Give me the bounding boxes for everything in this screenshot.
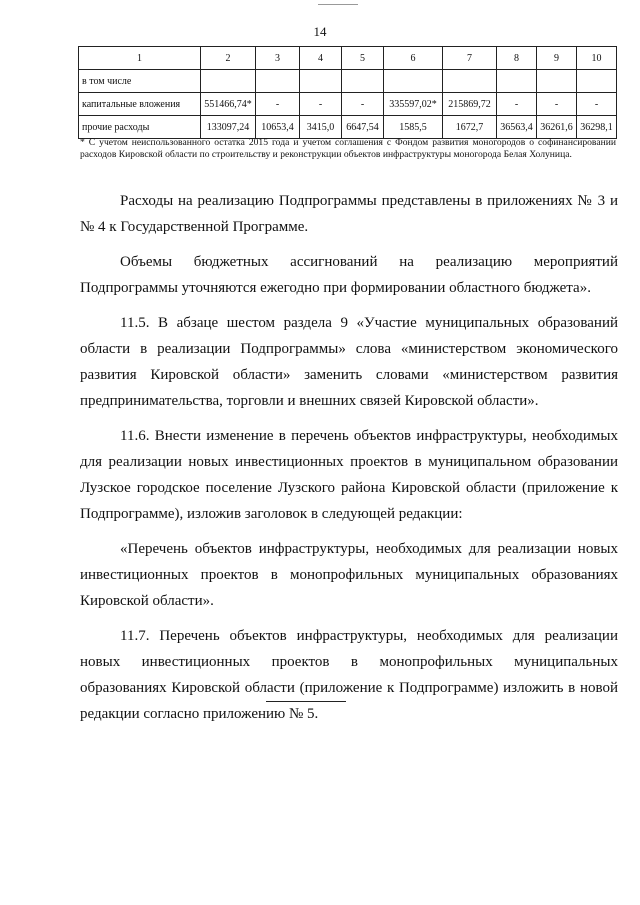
value-cell [300,70,342,93]
row-label-cell: капитальные вложения [79,93,201,116]
table-row [79,70,617,93]
paragraph: Объемы бюджетных ассигнований на реализацию мероприятий Подпрограммы уточняются ежегодно при формировании областного бюджета». [80,254,618,296]
value-cell: - [577,93,617,116]
value-cell: 5 [342,47,384,70]
value-cell: 10 [577,47,617,70]
page-number: 14 [313,24,327,39]
table-row [79,47,617,70]
paragraph: «Перечень объектов инфраструктуры, необходимых для реализации новых инвестиционных проектов в монопрофильных муниципальных образованиях Кировской области». [80,541,618,609]
row-label-cell: в том числе [79,70,201,93]
value-cell: 36261,6 [537,116,577,139]
document-body [80,188,618,736]
value-cell [497,70,537,93]
value-cell: - [537,93,577,116]
value-cell: 551466,74* [201,93,256,116]
table-body [79,47,617,139]
value-cell: 215869,72 [443,93,497,116]
value-cell: 1672,7 [443,116,497,139]
table-footnote: * С учетом неиспользованного остатка 2015 года и учетом соглашения с Фондом развития моногородов о софинансировании расходов Кировской области по строительству и реконструкции объектов инфраструктуры моногорода Белая Холуница. [80,137,616,160]
table-row [79,93,617,116]
value-cell: 36298,1 [577,116,617,139]
value-cell [256,70,300,93]
value-cell [384,70,443,93]
value-cell: 3 [256,47,300,70]
budget-table [78,46,617,139]
paragraph: Расходы на реализацию Подпрограммы представлены в приложениях № 3 и № 4 к Государственной Программе. [80,193,618,235]
value-cell: 335597,02* [384,93,443,116]
value-cell: 3415,0 [300,116,342,139]
value-cell: 36563,4 [497,116,537,139]
value-cell [443,70,497,93]
paragraph: 11.7. Перечень объектов инфраструктуры, необходимых для реализации новых инвестиционных проектов в монопрофильных муниципальных образованиях Кировской области (приложение к Подпрограмме) изложить в новой редакции согласно приложению № 5. [80,628,618,722]
paragraph: 11.6. Внести изменение в перечень объектов инфраструктуры, необходимых для реализации новых инвестиционных проектов в муниципальном образовании Лузское городское поселение Лузского района Кировской области (приложение к Подпрограмме), изложив заголовок в следующей редакции: [80,428,618,522]
end-rule [266,701,346,702]
value-cell: - [342,93,384,116]
value-cell: - [256,93,300,116]
value-cell: 9 [537,47,577,70]
value-cell: 133097,24 [201,116,256,139]
value-cell: 2 [201,47,256,70]
value-cell: 6647,54 [342,116,384,139]
row-label-cell: 1 [79,47,201,70]
value-cell [201,70,256,93]
value-cell: 1585,5 [384,116,443,139]
value-cell: 4 [300,47,342,70]
value-cell: 10653,4 [256,116,300,139]
value-cell [342,70,384,93]
row-label-cell: прочие расходы [79,116,201,139]
value-cell: - [497,93,537,116]
value-cell: 8 [497,47,537,70]
value-cell [577,70,617,93]
value-cell: 6 [384,47,443,70]
table-row [79,116,617,139]
value-cell: - [300,93,342,116]
paragraph: 11.5. В абзаце шестом раздела 9 «Участие муниципальных образований области в реализации Подпрограммы» слова «министерством экономического развития Кировской области» заменить словами «министерством развития предпринимательства, торговли и внешних связей Кировской области». [80,315,618,409]
top-rule [318,4,358,5]
value-cell [537,70,577,93]
value-cell: 7 [443,47,497,70]
